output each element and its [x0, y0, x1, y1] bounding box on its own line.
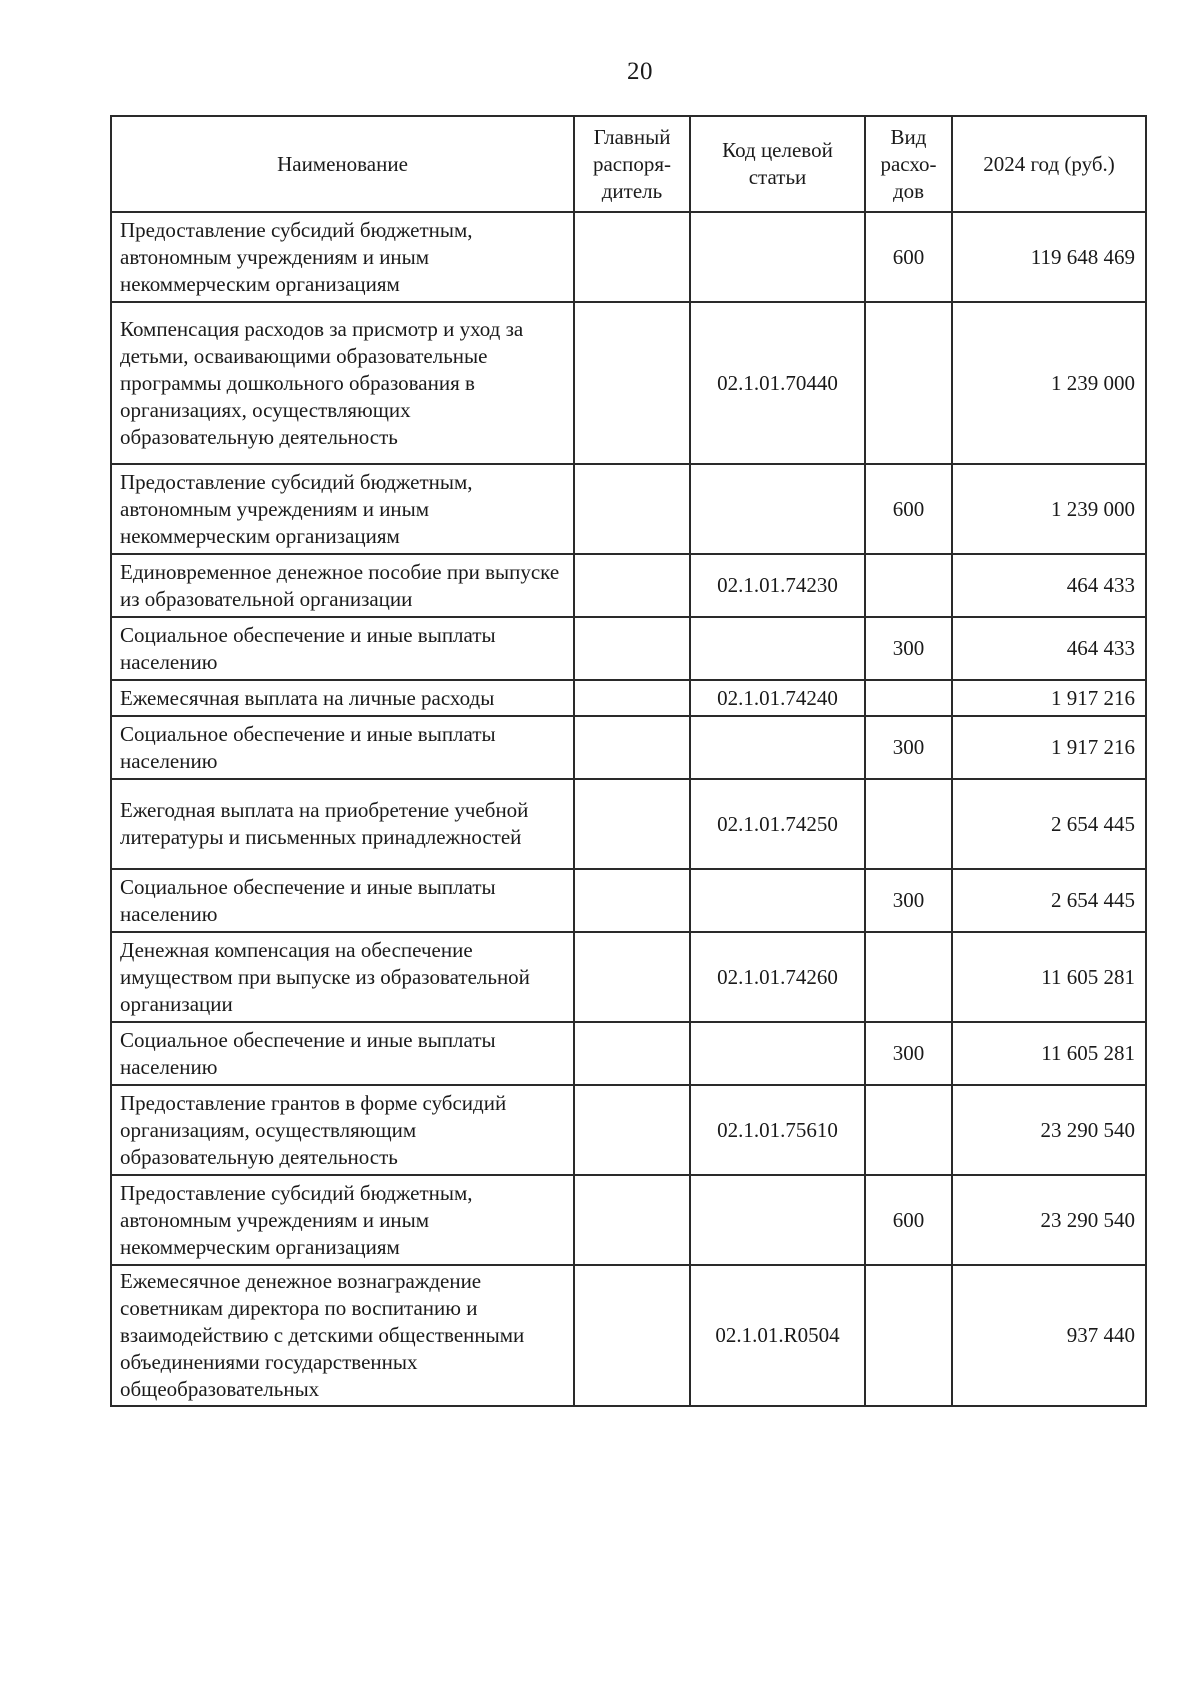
cell-expense-type: 300 [865, 716, 952, 779]
cell-target-article-code [690, 464, 865, 554]
header-target-article-code: Код целевой статьи [690, 116, 865, 212]
cell-name: Ежегодная выплата на приобретение учебной литературы и письменных принадлежностей [111, 779, 574, 869]
cell-name: Социальное обеспечение и иные выплаты населению [111, 617, 574, 680]
header-amount-2024: 2024 год (руб.) [952, 116, 1146, 212]
cell-amount: 119 648 469 [952, 212, 1146, 302]
cell-amount: 464 433 [952, 617, 1146, 680]
cell-expense-type: 300 [865, 617, 952, 680]
cell-chief-administrator [574, 1022, 690, 1085]
cell-name: Денежная компенсация на обеспечение имуществом при выпуске из образовательной организации [111, 932, 574, 1022]
table-body [111, 212, 1146, 1406]
cell-target-article-code [690, 716, 865, 779]
table-row [111, 1265, 1146, 1406]
cell-name: Предоставление субсидий бюджетным, автономным учреждениям и иным некоммерческим организациям [111, 1175, 574, 1265]
cell-expense-type: 600 [865, 464, 952, 554]
cell-expense-type [865, 302, 952, 464]
table-row [111, 554, 1146, 617]
cell-chief-administrator [574, 617, 690, 680]
table-row [111, 869, 1146, 932]
budget-expenditure-table [110, 115, 1147, 1407]
cell-target-article-code: 02.1.01.70440 [690, 302, 865, 464]
cell-amount: 1 917 216 [952, 716, 1146, 779]
cell-amount: 464 433 [952, 554, 1146, 617]
cell-chief-administrator [574, 464, 690, 554]
cell-name: Ежемесячное денежное вознаграждение советникам директора по воспитанию и взаимодействию с детскими общественными объединениями государственных общеобразовательных [111, 1265, 574, 1406]
cell-name: Компенсация расходов за присмотр и уход за детьми, осваивающими образовательные программы дошкольного образования в организациях, осуществляющих образовательную деятельность [111, 302, 574, 464]
cell-chief-administrator [574, 869, 690, 932]
cell-chief-administrator [574, 680, 690, 716]
cell-amount: 11 605 281 [952, 1022, 1146, 1085]
cell-expense-type: 600 [865, 1175, 952, 1265]
cell-target-article-code: 02.1.01.74230 [690, 554, 865, 617]
cell-target-article-code [690, 869, 865, 932]
table-row [111, 464, 1146, 554]
cell-name: Социальное обеспечение и иные выплаты населению [111, 869, 574, 932]
cell-name: Социальное обеспечение и иные выплаты населению [111, 716, 574, 779]
cell-amount: 1 239 000 [952, 464, 1146, 554]
cell-chief-administrator [574, 1175, 690, 1265]
table-row [111, 212, 1146, 302]
cell-amount: 23 290 540 [952, 1175, 1146, 1265]
cell-chief-administrator [574, 1265, 690, 1406]
cell-amount: 11 605 281 [952, 932, 1146, 1022]
cell-name: Ежемесячная выплата на личные расходы [111, 680, 574, 716]
cell-expense-type [865, 932, 952, 1022]
cell-target-article-code [690, 617, 865, 680]
cell-target-article-code: 02.1.01.75610 [690, 1085, 865, 1175]
cell-amount: 937 440 [952, 1265, 1146, 1406]
cell-target-article-code [690, 1022, 865, 1085]
table-row [111, 680, 1146, 716]
cell-expense-type: 300 [865, 869, 952, 932]
cell-amount: 2 654 445 [952, 779, 1146, 869]
cell-name: Социальное обеспечение и иные выплаты населению [111, 1022, 574, 1085]
table-row [111, 302, 1146, 464]
cell-chief-administrator [574, 779, 690, 869]
cell-expense-type: 300 [865, 1022, 952, 1085]
cell-name: Предоставление грантов в форме субсидий организациям, осуществляющим образовательную деятельность [111, 1085, 574, 1175]
header-chief-administrator: Главный распоря-дитель [574, 116, 690, 212]
table-row [111, 716, 1146, 779]
header-expense-type: Вид расхо-дов [865, 116, 952, 212]
cell-amount: 1 917 216 [952, 680, 1146, 716]
cell-target-article-code [690, 212, 865, 302]
cell-chief-administrator [574, 212, 690, 302]
cell-target-article-code: 02.1.01.R0504 [690, 1265, 865, 1406]
cell-chief-administrator [574, 716, 690, 779]
cell-amount: 23 290 540 [952, 1085, 1146, 1175]
table-row [111, 932, 1146, 1022]
table-row [111, 779, 1146, 869]
cell-expense-type [865, 1265, 952, 1406]
table-row [111, 1175, 1146, 1265]
page-number: 20 [627, 58, 653, 85]
cell-expense-type [865, 554, 952, 617]
cell-target-article-code [690, 1175, 865, 1265]
cell-target-article-code: 02.1.01.74240 [690, 680, 865, 716]
cell-chief-administrator [574, 1085, 690, 1175]
table-row [111, 1022, 1146, 1085]
cell-amount: 2 654 445 [952, 869, 1146, 932]
cell-chief-administrator [574, 932, 690, 1022]
table-row [111, 1085, 1146, 1175]
cell-expense-type [865, 1085, 952, 1175]
cell-name: Предоставление субсидий бюджетным, автономным учреждениям и иным некоммерческим организациям [111, 464, 574, 554]
cell-target-article-code: 02.1.01.74250 [690, 779, 865, 869]
cell-name: Предоставление субсидий бюджетным, автономным учреждениям и иным некоммерческим организациям [111, 212, 574, 302]
cell-expense-type: 600 [865, 212, 952, 302]
cell-name: Единовременное денежное пособие при выпуске из образовательной организации [111, 554, 574, 617]
cell-chief-administrator [574, 554, 690, 617]
cell-amount: 1 239 000 [952, 302, 1146, 464]
table-row [111, 617, 1146, 680]
cell-expense-type [865, 779, 952, 869]
header-name: Наименование [111, 116, 574, 212]
cell-expense-type [865, 680, 952, 716]
table-header-row [111, 116, 1146, 212]
cell-chief-administrator [574, 302, 690, 464]
cell-target-article-code: 02.1.01.74260 [690, 932, 865, 1022]
